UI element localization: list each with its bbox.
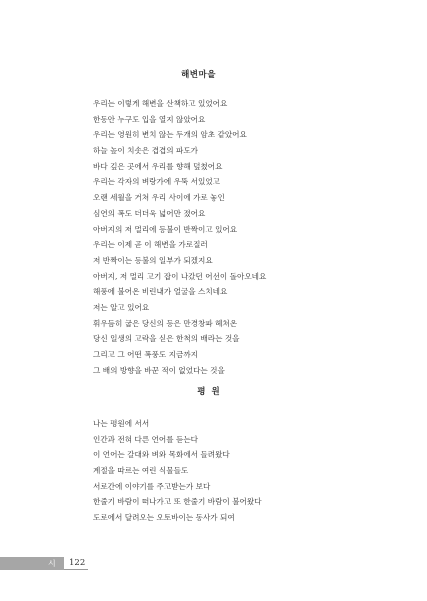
poem-line: 계절을 따르는 여린 식물들도 [93,466,189,476]
poem-line: 한동안 누구도 입을 열지 않았어요 [93,114,206,124]
poem-line: 해풍에 불어온 비린내가 얼굴을 스치네요 [93,287,228,297]
poem-body [93,96,266,378]
poem-title: 평원 [197,387,226,397]
poem-body [93,416,262,526]
poem-line: 아버지의 저 멀리에 등불이 반짝이고 있어요 [93,224,238,234]
poem-line: 우리는 각자의 벼랑가에 우뚝 서있었고 [93,177,221,187]
poem-line: 서로간에 이야기를 주고받는가 보다 [93,481,211,491]
poem-line: 나는 평원에 서서 [93,419,150,428]
poem-line: 우리는 이렇게 해변을 산책하고 있었어요 [93,99,228,108]
poem-line: 저는 알고 있어요 [93,302,150,312]
poem-line: 바다 깊은 곳에서 우리를 향해 덮쳤어요 [93,161,223,171]
section-label: 시 [48,559,56,568]
poem-line: 이 언어는 갈대와 벼와 목화에서 들려왔다 [93,450,230,460]
poem-line: 휘우듬히 굽은 당신의 등은 만경창파 헤쳐온 [93,318,238,328]
poem-line: 우리는 이제 곧 이 해변을 가로질러 [93,240,208,250]
poem-line: 심연의 폭도 더더욱 넓어만 졌어요 [93,208,206,218]
poem-line: 도로에서 달려오는 오토바이는 동사가 되여 [93,513,235,523]
poem-line: 하늘 높이 치솟은 겹겹의 파도가 [93,146,199,156]
page-footer [0,557,100,570]
page-number: 122 [69,558,86,568]
poem-line: 그 배의 방향을 바꾼 적이 없었다는 것을 [93,365,225,375]
poem-line: 우리는 영원히 변치 않는 두개의 암초 같았어요 [93,130,247,140]
poem-line: 당신 일생의 고락을 싣은 한척의 배라는 것을 [93,334,240,344]
poem-line: 인간과 전혀 다른 언어를 듣는다 [93,434,199,444]
poem-line: 오랜 세월을 거쳐 우리 사이에 가로 놓인 [93,193,225,203]
poem-line: 그리고 그 어떤 폭풍도 지금까지 [93,350,199,359]
poem-title: 해변마을 [181,70,216,80]
poem-line: 한줄기 바람이 떠나가고 또 한줄기 바람이 불어왔다 [93,497,262,507]
poem-line: 아버지, 저 멀리 고기 잡이 나갔던 어선이 돌아오네요 [93,271,267,281]
poem-line: 저 반짝이는 등불의 일부가 되겠지요 [93,255,213,265]
